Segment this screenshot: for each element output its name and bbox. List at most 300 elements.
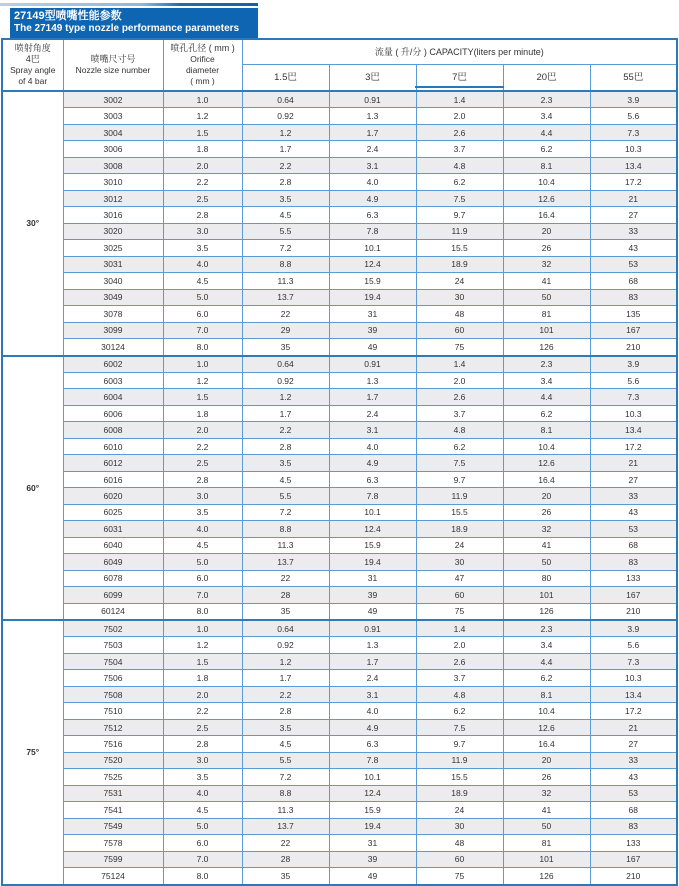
capacity-value-cell: 17.2 [590, 703, 677, 719]
spray-angle-cell: 30° [2, 91, 63, 356]
capacity-value-cell: 2.4 [329, 141, 416, 157]
capacity-value-cell: 2.6 [416, 389, 503, 405]
page-title-en: The 27149 type nozzle performance parameters [14, 23, 240, 34]
table-row [2, 769, 677, 785]
nozzle-size-label-zh: 喷嘴尺寸号 [90, 54, 136, 64]
nozzle-size-cell: 6078 [63, 570, 163, 586]
orifice-diameter-cell: 6.0 [163, 306, 242, 322]
table-row [2, 554, 677, 570]
table-row [2, 703, 677, 719]
table-row [2, 356, 677, 373]
capacity-value-cell: 167 [590, 322, 677, 338]
capacity-value-cell: 2.6 [416, 124, 503, 140]
capacity-value-cell: 6.3 [329, 207, 416, 223]
nozzle-size-cell: 3016 [63, 207, 163, 223]
orifice-diameter-cell: 1.0 [163, 91, 242, 108]
table-row [2, 835, 677, 851]
capacity-value-cell: 0.92 [242, 372, 329, 388]
capacity-value-cell: 21 [590, 455, 677, 471]
capacity-value-cell: 101 [503, 587, 590, 603]
capacity-value-cell: 31 [329, 306, 416, 322]
capacity-value-cell: 1.7 [329, 389, 416, 405]
capacity-value-cell: 48 [416, 306, 503, 322]
capacity-value-cell: 1.4 [416, 620, 503, 637]
table-row [2, 91, 677, 108]
table-row [2, 174, 677, 190]
table-row [2, 570, 677, 586]
table-row [2, 471, 677, 487]
capacity-value-cell: 35 [242, 339, 329, 356]
capacity-value-cell: 5.6 [590, 637, 677, 653]
column-header-capacity: 流量 ( 升/分 ) CAPACITY(liters per minute) [242, 39, 677, 65]
capacity-value-cell: 39 [329, 322, 416, 338]
capacity-value-cell: 27 [590, 471, 677, 487]
capacity-value-cell: 135 [590, 306, 677, 322]
orifice-label-en1: Orifice [190, 54, 215, 64]
capacity-value-cell: 5.5 [242, 223, 329, 239]
capacity-value-cell: 10.4 [503, 703, 590, 719]
nozzle-size-cell: 7502 [63, 620, 163, 637]
orifice-diameter-cell: 2.5 [163, 190, 242, 206]
capacity-value-cell: 3.1 [329, 686, 416, 702]
capacity-value-cell: 5.5 [242, 752, 329, 768]
table-row [2, 306, 677, 322]
table-row [2, 108, 677, 124]
capacity-value-cell: 47 [416, 570, 503, 586]
capacity-value-cell: 83 [590, 818, 677, 834]
capacity-value-cell: 5.5 [242, 488, 329, 504]
capacity-value-cell: 7.8 [329, 488, 416, 504]
capacity-value-cell: 50 [503, 818, 590, 834]
capacity-value-cell: 6.2 [503, 141, 590, 157]
spray-angle-label-en2: of 4 bar [18, 76, 48, 86]
nozzle-size-cell: 3020 [63, 223, 163, 239]
nozzle-size-cell: 6006 [63, 405, 163, 421]
nozzle-size-cell: 30124 [63, 339, 163, 356]
capacity-value-cell: 5.6 [590, 108, 677, 124]
capacity-value-cell: 3.4 [503, 637, 590, 653]
nozzle-size-cell: 6002 [63, 356, 163, 373]
nozzle-size-cell: 3006 [63, 141, 163, 157]
capacity-value-cell: 6.3 [329, 736, 416, 752]
nozzle-size-cell: 7503 [63, 637, 163, 653]
table-row [2, 686, 677, 702]
capacity-value-cell: 60 [416, 851, 503, 867]
orifice-diameter-cell: 4.5 [163, 537, 242, 553]
table-row [2, 223, 677, 239]
nozzle-size-cell: 7520 [63, 752, 163, 768]
capacity-value-cell: 11.9 [416, 488, 503, 504]
capacity-value-cell: 41 [503, 273, 590, 289]
table-row [2, 240, 677, 256]
capacity-value-cell: 126 [503, 603, 590, 620]
orifice-diameter-cell: 1.5 [163, 124, 242, 140]
table-row [2, 438, 677, 454]
capacity-value-cell: 7.8 [329, 752, 416, 768]
capacity-value-cell: 1.4 [416, 356, 503, 373]
orifice-diameter-cell: 1.8 [163, 670, 242, 686]
capacity-value-cell: 12.6 [503, 190, 590, 206]
capacity-value-cell: 15.9 [329, 273, 416, 289]
capacity-value-cell: 101 [503, 322, 590, 338]
capacity-value-cell: 126 [503, 339, 590, 356]
nozzle-size-cell: 3003 [63, 108, 163, 124]
column-header-bar-7: 7巴 [416, 65, 503, 92]
capacity-value-cell: 20 [503, 488, 590, 504]
table-row [2, 322, 677, 338]
orifice-diameter-cell: 8.0 [163, 868, 242, 885]
table-row [2, 868, 677, 885]
capacity-value-cell: 4.5 [242, 736, 329, 752]
nozzle-size-cell: 7599 [63, 851, 163, 867]
nozzle-size-cell: 7525 [63, 769, 163, 785]
orifice-diameter-cell: 7.0 [163, 851, 242, 867]
capacity-value-cell: 18.9 [416, 521, 503, 537]
capacity-value-cell: 10.4 [503, 174, 590, 190]
orifice-diameter-cell: 7.0 [163, 322, 242, 338]
orifice-diameter-cell: 4.0 [163, 521, 242, 537]
capacity-value-cell: 8.8 [242, 256, 329, 272]
capacity-value-cell: 6.2 [416, 438, 503, 454]
capacity-value-cell: 3.5 [242, 190, 329, 206]
capacity-value-cell: 7.3 [590, 653, 677, 669]
column-header-bar-3: 3巴 [329, 65, 416, 92]
capacity-value-cell: 101 [503, 851, 590, 867]
nozzle-size-cell: 6010 [63, 438, 163, 454]
capacity-value-cell: 68 [590, 273, 677, 289]
capacity-value-cell: 30 [416, 554, 503, 570]
page-title [10, 8, 258, 38]
capacity-value-cell: 11.3 [242, 537, 329, 553]
capacity-value-cell: 7.5 [416, 455, 503, 471]
capacity-value-cell: 4.0 [329, 174, 416, 190]
capacity-value-cell: 1.2 [242, 389, 329, 405]
capacity-value-cell: 33 [590, 752, 677, 768]
capacity-value-cell: 68 [590, 802, 677, 818]
table-row [2, 521, 677, 537]
capacity-value-cell: 4.9 [329, 455, 416, 471]
orifice-label-zh: 喷孔孔径 ( mm ) [170, 43, 235, 53]
capacity-value-cell: 2.8 [242, 703, 329, 719]
capacity-value-cell: 27 [590, 207, 677, 223]
nozzle-size-cell: 7506 [63, 670, 163, 686]
capacity-value-cell: 7.5 [416, 719, 503, 735]
capacity-value-cell: 0.91 [329, 91, 416, 108]
capacity-value-cell: 15.5 [416, 504, 503, 520]
capacity-value-cell: 1.7 [329, 653, 416, 669]
capacity-value-cell: 39 [329, 851, 416, 867]
capacity-value-cell: 126 [503, 868, 590, 885]
orifice-diameter-cell: 3.0 [163, 752, 242, 768]
nozzle-size-cell: 3012 [63, 190, 163, 206]
orifice-diameter-cell: 3.5 [163, 240, 242, 256]
capacity-value-cell: 49 [329, 603, 416, 620]
capacity-value-cell: 19.4 [329, 554, 416, 570]
capacity-value-cell: 4.9 [329, 190, 416, 206]
capacity-value-cell: 8.8 [242, 521, 329, 537]
capacity-value-cell: 19.4 [329, 818, 416, 834]
orifice-diameter-cell: 2.0 [163, 157, 242, 173]
spray-angle-label-bar: 4巴 [25, 54, 40, 64]
capacity-value-cell: 2.0 [416, 108, 503, 124]
orifice-diameter-cell: 3.5 [163, 769, 242, 785]
capacity-value-cell: 2.6 [416, 653, 503, 669]
capacity-value-cell: 22 [242, 570, 329, 586]
capacity-value-cell: 31 [329, 570, 416, 586]
capacity-value-cell: 60 [416, 587, 503, 603]
table-row [2, 405, 677, 421]
capacity-value-cell: 26 [503, 240, 590, 256]
orifice-diameter-cell: 4.5 [163, 273, 242, 289]
orifice-diameter-cell: 2.2 [163, 174, 242, 190]
capacity-value-cell: 32 [503, 785, 590, 801]
table-row [2, 207, 677, 223]
capacity-value-cell: 60 [416, 322, 503, 338]
capacity-value-cell: 30 [416, 818, 503, 834]
capacity-value-cell: 2.3 [503, 91, 590, 108]
capacity-value-cell: 81 [503, 306, 590, 322]
capacity-value-cell: 68 [590, 537, 677, 553]
capacity-value-cell: 75 [416, 868, 503, 885]
capacity-value-cell: 0.92 [242, 637, 329, 653]
capacity-value-cell: 39 [329, 587, 416, 603]
table-row [2, 124, 677, 140]
capacity-value-cell: 11.9 [416, 752, 503, 768]
capacity-value-cell: 4.4 [503, 653, 590, 669]
capacity-value-cell: 26 [503, 769, 590, 785]
table-row [2, 422, 677, 438]
table-row [2, 802, 677, 818]
capacity-value-cell: 8.8 [242, 785, 329, 801]
orifice-diameter-cell: 6.0 [163, 835, 242, 851]
capacity-value-cell: 33 [590, 223, 677, 239]
nozzle-size-cell: 3099 [63, 322, 163, 338]
capacity-value-cell: 49 [329, 868, 416, 885]
capacity-value-cell: 5.6 [590, 372, 677, 388]
capacity-value-cell: 8.1 [503, 686, 590, 702]
orifice-diameter-cell: 4.0 [163, 785, 242, 801]
nozzle-performance-table [1, 38, 678, 886]
column-header-orifice-diameter [163, 39, 242, 91]
capacity-value-cell: 32 [503, 521, 590, 537]
orifice-diameter-cell: 1.5 [163, 653, 242, 669]
capacity-value-cell: 43 [590, 769, 677, 785]
orifice-diameter-cell: 6.0 [163, 570, 242, 586]
table-row [2, 637, 677, 653]
capacity-value-cell: 210 [590, 603, 677, 620]
capacity-value-cell: 4.8 [416, 686, 503, 702]
capacity-value-cell: 41 [503, 802, 590, 818]
capacity-value-cell: 13.4 [590, 686, 677, 702]
group-75deg [2, 620, 677, 885]
capacity-value-cell: 16.4 [503, 207, 590, 223]
capacity-value-cell: 22 [242, 835, 329, 851]
capacity-value-cell: 12.6 [503, 455, 590, 471]
orifice-diameter-cell: 2.2 [163, 703, 242, 719]
capacity-value-cell: 2.2 [242, 686, 329, 702]
capacity-value-cell: 21 [590, 190, 677, 206]
table-row [2, 190, 677, 206]
capacity-value-cell: 0.92 [242, 108, 329, 124]
capacity-value-cell: 13.4 [590, 422, 677, 438]
capacity-value-cell: 75 [416, 603, 503, 620]
capacity-value-cell: 2.8 [242, 174, 329, 190]
capacity-value-cell: 15.9 [329, 802, 416, 818]
table-row [2, 736, 677, 752]
capacity-value-cell: 15.5 [416, 769, 503, 785]
orifice-diameter-cell: 5.0 [163, 289, 242, 305]
capacity-value-cell: 10.3 [590, 405, 677, 421]
capacity-value-cell: 4.5 [242, 207, 329, 223]
nozzle-size-cell: 7549 [63, 818, 163, 834]
orifice-diameter-cell: 3.0 [163, 488, 242, 504]
orifice-label-unit: ( mm ) [190, 76, 215, 86]
orifice-diameter-cell: 3.0 [163, 223, 242, 239]
capacity-value-cell: 210 [590, 868, 677, 885]
orifice-diameter-cell: 2.0 [163, 686, 242, 702]
capacity-value-cell: 12.6 [503, 719, 590, 735]
nozzle-size-cell: 6020 [63, 488, 163, 504]
nozzle-size-cell: 6008 [63, 422, 163, 438]
orifice-diameter-cell: 2.8 [163, 471, 242, 487]
nozzle-size-cell: 3040 [63, 273, 163, 289]
capacity-value-cell: 167 [590, 587, 677, 603]
capacity-value-cell: 4.8 [416, 157, 503, 173]
capacity-value-cell: 18.9 [416, 785, 503, 801]
capacity-value-cell: 18.9 [416, 256, 503, 272]
capacity-value-cell: 24 [416, 273, 503, 289]
table-row [2, 653, 677, 669]
capacity-value-cell: 6.3 [329, 471, 416, 487]
nozzle-size-cell: 7504 [63, 653, 163, 669]
orifice-diameter-cell: 2.8 [163, 736, 242, 752]
capacity-value-cell: 1.7 [329, 124, 416, 140]
orifice-diameter-cell: 2.5 [163, 455, 242, 471]
spray-angle-label-en1: Spray angle [10, 65, 56, 75]
nozzle-size-cell: 3031 [63, 256, 163, 272]
capacity-value-cell: 7.2 [242, 504, 329, 520]
orifice-diameter-cell: 3.5 [163, 504, 242, 520]
capacity-value-cell: 2.8 [242, 438, 329, 454]
group-60deg [2, 356, 677, 621]
capacity-value-cell: 7.5 [416, 190, 503, 206]
capacity-value-cell: 3.5 [242, 455, 329, 471]
capacity-value-cell: 1.3 [329, 637, 416, 653]
column-header-bar-20: 20巴 [503, 65, 590, 92]
orifice-diameter-cell: 5.0 [163, 818, 242, 834]
table-row [2, 752, 677, 768]
table-row [2, 818, 677, 834]
orifice-diameter-cell: 2.8 [163, 207, 242, 223]
nozzle-size-cell: 6012 [63, 455, 163, 471]
capacity-value-cell: 12.4 [329, 256, 416, 272]
capacity-value-cell: 1.2 [242, 653, 329, 669]
capacity-value-cell: 16.4 [503, 736, 590, 752]
table-row [2, 157, 677, 173]
capacity-value-cell: 75 [416, 339, 503, 356]
capacity-value-cell: 0.64 [242, 620, 329, 637]
orifice-diameter-cell: 1.5 [163, 389, 242, 405]
nozzle-size-cell: 7578 [63, 835, 163, 851]
capacity-value-cell: 1.3 [329, 372, 416, 388]
capacity-value-cell: 4.0 [329, 438, 416, 454]
nozzle-size-cell: 75124 [63, 868, 163, 885]
column-header-bar-1-5: 1.5巴 [242, 65, 329, 92]
capacity-value-cell: 53 [590, 521, 677, 537]
capacity-value-cell: 28 [242, 587, 329, 603]
capacity-value-cell: 2.0 [416, 372, 503, 388]
capacity-value-cell: 30 [416, 289, 503, 305]
capacity-value-cell: 3.4 [503, 108, 590, 124]
spray-angle-label-zh: 喷射角度 [14, 43, 51, 53]
capacity-value-cell: 1.7 [242, 405, 329, 421]
capacity-value-cell: 10.3 [590, 141, 677, 157]
capacity-value-cell: 13.4 [590, 157, 677, 173]
capacity-value-cell: 80 [503, 570, 590, 586]
capacity-value-cell: 7.8 [329, 223, 416, 239]
capacity-value-cell: 10.1 [329, 504, 416, 520]
capacity-value-cell: 35 [242, 868, 329, 885]
capacity-value-cell: 21 [590, 719, 677, 735]
capacity-value-cell: 6.2 [503, 670, 590, 686]
capacity-value-cell: 49 [329, 339, 416, 356]
capacity-value-cell: 3.5 [242, 719, 329, 735]
capacity-value-cell: 16.4 [503, 471, 590, 487]
capacity-value-cell: 13.7 [242, 289, 329, 305]
capacity-value-cell: 2.4 [329, 670, 416, 686]
capacity-value-cell: 83 [590, 554, 677, 570]
capacity-value-cell: 7.3 [590, 124, 677, 140]
column-header-spray-angle [2, 39, 63, 91]
column-header-bar-55: 55巴 [590, 65, 677, 92]
capacity-value-cell: 15.9 [329, 537, 416, 553]
orifice-label-en2: diameter [185, 65, 220, 75]
capacity-value-cell: 1.3 [329, 108, 416, 124]
capacity-value-cell: 2.2 [242, 157, 329, 173]
nozzle-size-cell: 7531 [63, 785, 163, 801]
nozzle-size-cell: 7541 [63, 802, 163, 818]
capacity-value-cell: 11.3 [242, 802, 329, 818]
orifice-diameter-cell: 2.0 [163, 422, 242, 438]
table-row [2, 537, 677, 553]
capacity-value-cell: 8.1 [503, 422, 590, 438]
nozzle-size-cell: 3049 [63, 289, 163, 305]
capacity-value-cell: 81 [503, 835, 590, 851]
capacity-value-cell: 3.4 [503, 372, 590, 388]
capacity-value-cell: 133 [590, 835, 677, 851]
capacity-value-cell: 2.0 [416, 637, 503, 653]
capacity-value-cell: 10.4 [503, 438, 590, 454]
capacity-value-cell: 15.5 [416, 240, 503, 256]
page-title-zh: 27149型喷嘴性能参数 [14, 10, 122, 22]
nozzle-size-cell: 3010 [63, 174, 163, 190]
capacity-value-cell: 31 [329, 835, 416, 851]
capacity-value-cell: 3.1 [329, 157, 416, 173]
capacity-value-cell: 1.2 [242, 124, 329, 140]
capacity-value-cell: 24 [416, 802, 503, 818]
capacity-value-cell: 20 [503, 223, 590, 239]
capacity-value-cell: 10.1 [329, 769, 416, 785]
capacity-value-cell: 4.9 [329, 719, 416, 735]
orifice-diameter-cell: 1.8 [163, 141, 242, 157]
table-row [2, 719, 677, 735]
capacity-value-cell: 33 [590, 488, 677, 504]
nozzle-size-cell: 6016 [63, 471, 163, 487]
capacity-value-cell: 26 [503, 504, 590, 520]
table-row [2, 372, 677, 388]
spray-angle-cell: 60° [2, 356, 63, 621]
nozzle-size-cell: 6049 [63, 554, 163, 570]
